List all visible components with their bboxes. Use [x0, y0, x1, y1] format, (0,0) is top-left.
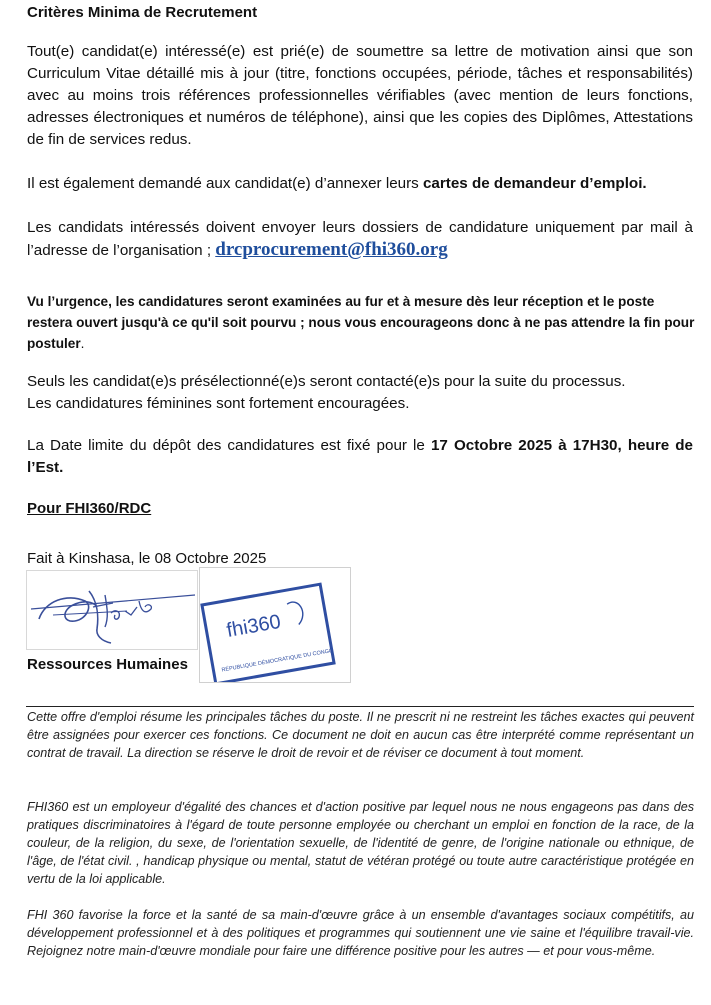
handwritten-signature	[26, 570, 198, 650]
stamp-logo-text: fhi360	[224, 610, 283, 642]
female-candidates-text: Les candidatures féminines sont fortement encouragées.	[27, 395, 410, 412]
paragraph-shortlist	[27, 371, 693, 415]
deadline-date: 17 Octobre 2025 à 17H30, heure de l’Est.	[27, 437, 693, 476]
shortlist-text: Seuls les candidat(e)s présélectionné(e)s seront contacté(e)s pour la suite du processus.	[27, 373, 626, 390]
paragraph-text: Les candidats intéressés doivent envoyer leurs dossiers de candidature uniquement par mail à l’adresse de l’organisation ;	[27, 219, 693, 259]
paragraph-submission-email	[27, 217, 693, 262]
paragraph-text: Il est également demandé aux candidat(e) d’annexer leurs	[27, 175, 423, 192]
urgency-period: .	[80, 336, 85, 351]
footer-benefits: FHI 360 favorise la force et la santé de sa main-d'œuvre grâce à un ensemble d'avantages sociaux compétitifs, au développement professionnel et à des politiques et programmes qui soutiennent une vie saine et l'équilibre travail-vie. Rejoignez notre main-d'œuvre mondiale pour faire une différence positive pour les autres — et pour vous-même.	[27, 908, 694, 958]
footer-equal-opportunity: FHI360 est un employeur d'égalité des chances et d'action positive par lequel nous ne nous engageons pas dans des pratiques discriminatoires à l'égard de toute personne employée ou cherchant un emploi en fonction de la race, de la couleur, de la religion, du sexe, de l'orientation sexuelle, de l'identité de genre, de l'origine nationale ou ethnique, de l'âge, de l'état civil. , handicap physique ou mental, statut de vétéran protégé ou toute autre caractéristique protégée en vertu de la loi applicable.	[27, 800, 694, 886]
urgency-text: Vu l’urgence, les candidatures seront examinées au fur et à mesure dès leur réception et le poste restera ouvert jusqu'à ce qu'il soit pourvu ; nous vous encourageons donc à ne pas attendre la fin pour postuler	[27, 294, 695, 351]
signatory-organization: Pour FHI360/RDC	[27, 500, 152, 517]
stamp-caption: RÉPUBLIQUE DÉMOCRATIQUE DU CONGO	[221, 647, 334, 674]
signature-drawing	[27, 571, 197, 649]
section-heading: Critères Minima de Recrutement	[27, 4, 258, 21]
department-name: Ressources Humaines	[27, 656, 188, 673]
job-seeker-card-emphasis: cartes de demandeur d’emploi.	[422, 175, 647, 192]
divider	[26, 706, 694, 707]
organization-stamp	[199, 567, 351, 683]
paragraph-deadline	[27, 435, 693, 479]
place-and-date: Fait à Kinshasa, le 08 Octobre 2025	[27, 550, 267, 567]
paragraph-job-seeker-card	[27, 173, 693, 195]
stamp-drawing	[200, 568, 350, 682]
footer-disclaimer: Cette offre d'emploi résume les principales tâches du poste. Il ne prescrit ni ne restreint les tâches exactes qui peuvent être assignées pour exercer ces fonctions. Ce document ne doit en aucun cas être interprété comme représentant un contrat de travail. La direction se réserve le droit de revoir et de réviser ce document à tout moment.	[27, 710, 694, 760]
paragraph-urgency	[27, 291, 695, 354]
paragraph-application-documents: Tout(e) candidat(e) intéressé(e) est prié(e) de soumettre sa lettre de motivation ainsi que son Curriculum Vitae détaillé mis à jour (titre, fonctions occupées, période, tâches et responsabilités) avec au moins trois références professionnelles vérifiables (avec mention de leurs fonctions, adresses électroniques et numéros de téléphone), ainsi que les copies des Diplômes, Attestations de fin de services redus.	[27, 43, 693, 148]
email-link[interactable]: drcprocurement@fhi360.org	[215, 239, 448, 260]
deadline-text: La Date limite du dépôt des candidatures est fixé pour le	[27, 437, 431, 454]
